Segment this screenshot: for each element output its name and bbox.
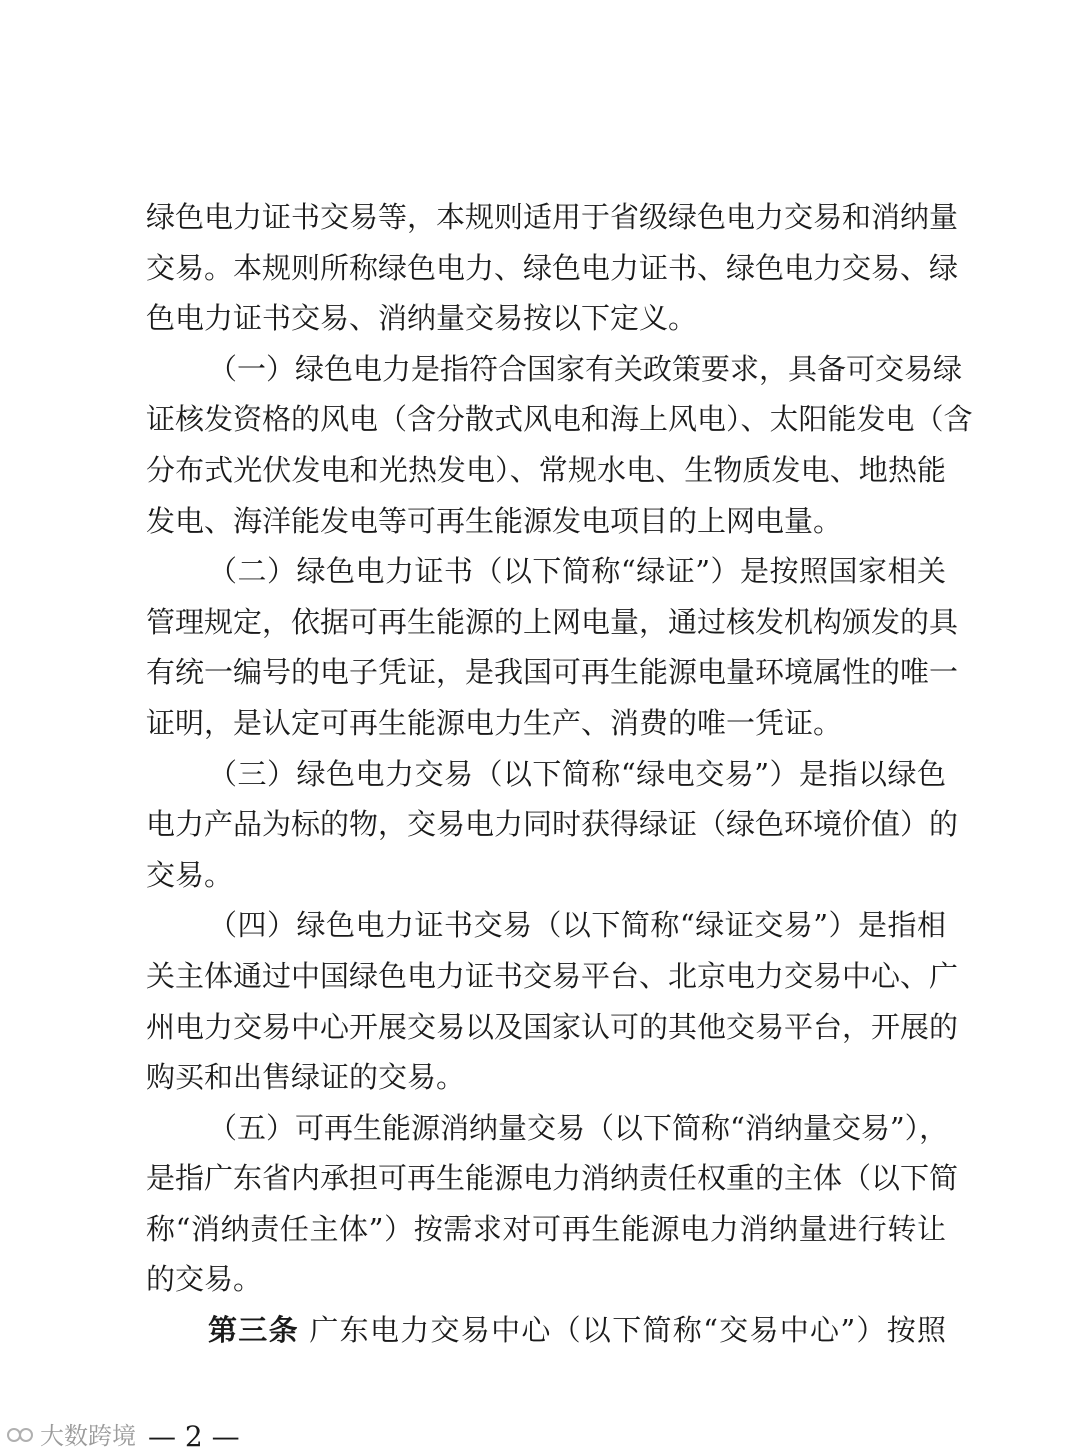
- article-text: 广东电力交易中心（以下简称“交易中心”）按照: [309, 1313, 946, 1348]
- text-line: 有统一编号的电子凭证，是我国可再生能源电量环境属性的唯一: [146, 655, 959, 690]
- text-line: （三）绿色电力交易（以下简称“绿电交易”）是指以绿色: [208, 756, 946, 791]
- text-line: 发电、海洋能发电等可再生能源发电项目的上网电量。: [146, 503, 843, 538]
- page-footer: [0, 1418, 400, 1455]
- text-line: 购买和出售绿证的交易。: [146, 1060, 466, 1095]
- text-line: 分布式光伏发电和光热发电）、常规水电、生物质发电、地热能: [146, 452, 946, 487]
- text-line: 电力产品为标的物，交易电力同时获得绿证（绿色环境价值）的: [146, 807, 959, 842]
- text-line: 色电力证书交易、消纳量交易按以下定义。: [146, 301, 698, 336]
- text-line: （五）可再生能源消纳量交易（以下简称“消纳量交易”），: [208, 1110, 949, 1145]
- watermark-logo-icon: [6, 1424, 34, 1446]
- text-line: 绿色电力证书交易等，本规则适用于省级绿色电力交易和消纳量: [146, 200, 959, 234]
- text-line: （二）绿色电力证书（以下简称“绿证”）是按照国家相关: [208, 554, 946, 589]
- article-heading: 第三条: [208, 1313, 299, 1348]
- article-three-line: [146, 1305, 946, 1356]
- text-line: 称“消纳责任主体”）按需求对可再生能源电力消纳量进行转让: [146, 1211, 946, 1246]
- text-line: 是指广东省内承担可再生能源电力消纳责任权重的主体（以下简: [146, 1161, 959, 1196]
- text-line: 交易。: [146, 857, 234, 892]
- text-line: 证核发资格的风电（含分散式风电和海上风电）、太阳能发电（含: [146, 402, 973, 437]
- watermark-text: 大数跨境: [40, 1422, 136, 1450]
- text-line: 管理规定，依据可再生能源的上网电量，通过核发机构颁发的具: [146, 604, 959, 639]
- text-line: 交易。本规则所称绿色电力、绿色电力证书、绿色电力交易、绿: [146, 250, 959, 285]
- document-body: [146, 192, 973, 1356]
- text-line: 的交易。: [146, 1262, 263, 1297]
- text-line: 州电力交易中心开展交易以及国家认可的其他交易平台，开展的: [146, 1009, 959, 1044]
- text-line: （一）绿色电力是指符合国家有关政策要求，具备可交易绿: [208, 351, 963, 386]
- page-number: — 2 —: [148, 1420, 240, 1453]
- text-line: 关主体通过中国绿色电力证书交易平台、北京电力交易中心、广: [146, 958, 959, 993]
- text-line: 证明，是认定可再生能源电力生产、消费的唯一凭证。: [146, 705, 843, 740]
- text-line: （四）绿色电力证书交易（以下简称“绿证交易”）是指相: [208, 908, 946, 943]
